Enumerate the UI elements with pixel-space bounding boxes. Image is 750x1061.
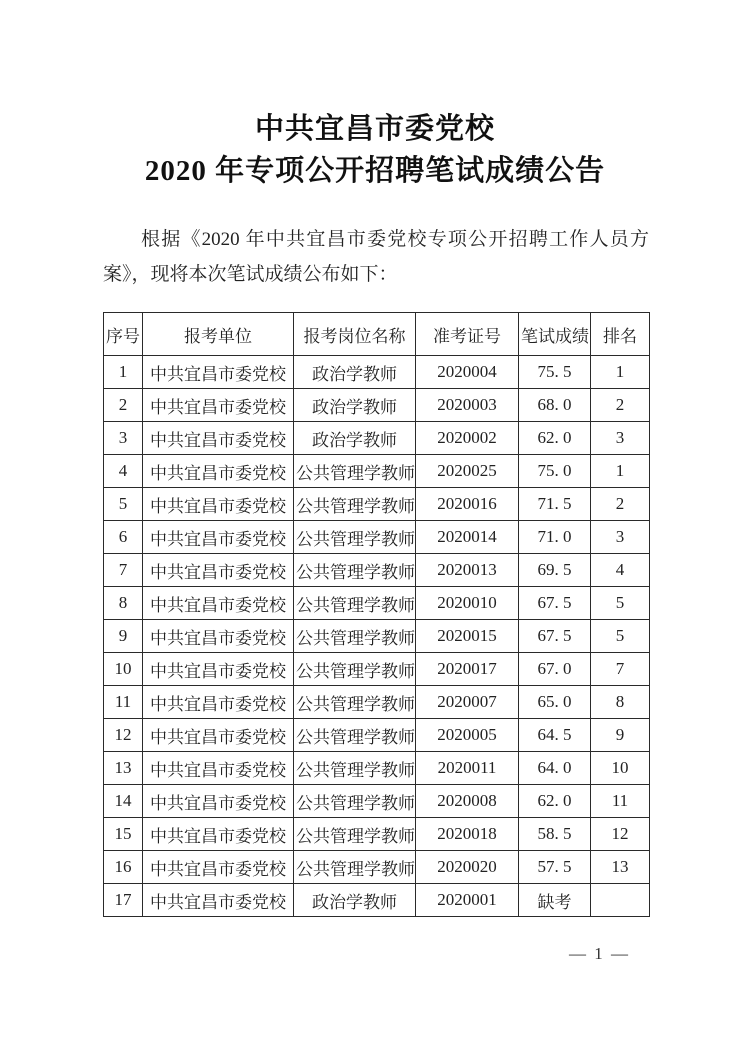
table-row bbox=[104, 620, 650, 653]
table-cell: 71. 0 bbox=[519, 521, 591, 554]
table-header-cell: 序号 bbox=[104, 313, 143, 356]
table-cell: 1 bbox=[104, 356, 143, 389]
table-cell: 13 bbox=[591, 851, 650, 884]
table-cell: 75. 0 bbox=[519, 455, 591, 488]
table-cell: 公共管理学教师 bbox=[294, 587, 416, 620]
table-cell: 中共宜昌市委党校 bbox=[143, 521, 294, 554]
table-cell: 65. 0 bbox=[519, 686, 591, 719]
table-cell: 中共宜昌市委党校 bbox=[143, 851, 294, 884]
table-cell: 政治学教师 bbox=[294, 422, 416, 455]
table-cell: 公共管理学教师 bbox=[294, 488, 416, 521]
score-table bbox=[103, 312, 650, 917]
table-cell: 中共宜昌市委党校 bbox=[143, 818, 294, 851]
table-cell: 1 bbox=[591, 455, 650, 488]
table-cell: 2020018 bbox=[416, 818, 519, 851]
table-cell: 67. 5 bbox=[519, 620, 591, 653]
table-cell: 16 bbox=[104, 851, 143, 884]
table-cell: 8 bbox=[104, 587, 143, 620]
table-cell: 62. 0 bbox=[519, 422, 591, 455]
table-cell: 3 bbox=[104, 422, 143, 455]
document-title-line2: 2020 年专项公开招聘笔试成绩公告 bbox=[144, 155, 606, 187]
table-cell: 公共管理学教师 bbox=[294, 851, 416, 884]
table-cell: 5 bbox=[591, 620, 650, 653]
table-cell: 68. 0 bbox=[519, 389, 591, 422]
table-cell: 64. 0 bbox=[519, 752, 591, 785]
table-cell: 4 bbox=[591, 554, 650, 587]
table-cell: 中共宜昌市委党校 bbox=[143, 488, 294, 521]
table-cell: 2020025 bbox=[416, 455, 519, 488]
table-row bbox=[104, 455, 650, 488]
table-cell: 2020003 bbox=[416, 389, 519, 422]
table-cell: 公共管理学教师 bbox=[294, 521, 416, 554]
table-cell: 中共宜昌市委党校 bbox=[143, 719, 294, 752]
table-cell: 2020017 bbox=[416, 653, 519, 686]
table-cell bbox=[591, 884, 650, 917]
table-cell: 中共宜昌市委党校 bbox=[143, 587, 294, 620]
table-cell: 8 bbox=[591, 686, 650, 719]
table-cell: 中共宜昌市委党校 bbox=[143, 686, 294, 719]
table-cell: 5 bbox=[104, 488, 143, 521]
table-cell: 中共宜昌市委党校 bbox=[143, 653, 294, 686]
table-row bbox=[104, 389, 650, 422]
table-cell: 71. 5 bbox=[519, 488, 591, 521]
table-row bbox=[104, 785, 650, 818]
score-table-body bbox=[104, 356, 650, 917]
table-header-cell: 笔试成绩 bbox=[519, 313, 591, 356]
table-row bbox=[104, 488, 650, 521]
table-cell: 2 bbox=[104, 389, 143, 422]
table-cell: 2020015 bbox=[416, 620, 519, 653]
table-row bbox=[104, 818, 650, 851]
table-cell: 10 bbox=[104, 653, 143, 686]
intro-paragraph: 根据《2020 年中共宜昌市委党校专项公开招聘工作人员方案》，现将本次笔试成绩公布如下： bbox=[103, 229, 649, 285]
table-cell: 6 bbox=[104, 521, 143, 554]
table-cell: 12 bbox=[591, 818, 650, 851]
table-cell: 2020014 bbox=[416, 521, 519, 554]
table-row bbox=[104, 653, 650, 686]
table-header-cell: 准考证号 bbox=[416, 313, 519, 356]
table-cell: 11 bbox=[104, 686, 143, 719]
table-cell: 2020004 bbox=[416, 356, 519, 389]
table-cell: 政治学教师 bbox=[294, 884, 416, 917]
table-cell: 3 bbox=[591, 521, 650, 554]
table-cell: 2020016 bbox=[416, 488, 519, 521]
table-cell: 中共宜昌市委党校 bbox=[143, 884, 294, 917]
table-cell: 公共管理学教师 bbox=[294, 455, 416, 488]
table-row bbox=[104, 587, 650, 620]
table-cell: 67. 5 bbox=[519, 587, 591, 620]
table-cell: 缺考 bbox=[519, 884, 591, 917]
table-row bbox=[104, 752, 650, 785]
table-cell: 58. 5 bbox=[519, 818, 591, 851]
table-header-cell: 排名 bbox=[591, 313, 650, 356]
table-cell: 1 bbox=[591, 356, 650, 389]
table-cell: 2020020 bbox=[416, 851, 519, 884]
table-cell: 公共管理学教师 bbox=[294, 785, 416, 818]
table-cell: 13 bbox=[104, 752, 143, 785]
page-number: — 1 — bbox=[569, 944, 630, 963]
table-cell: 12 bbox=[104, 719, 143, 752]
table-row bbox=[104, 356, 650, 389]
table-cell: 9 bbox=[591, 719, 650, 752]
document-title bbox=[0, 108, 750, 192]
table-cell: 69. 5 bbox=[519, 554, 591, 587]
table-cell: 2020002 bbox=[416, 422, 519, 455]
table-cell: 2 bbox=[591, 488, 650, 521]
table-cell: 公共管理学教师 bbox=[294, 653, 416, 686]
table-cell: 7 bbox=[104, 554, 143, 587]
table-cell: 62. 0 bbox=[519, 785, 591, 818]
table-cell: 64. 5 bbox=[519, 719, 591, 752]
table-cell: 2020010 bbox=[416, 587, 519, 620]
table-cell: 中共宜昌市委党校 bbox=[143, 455, 294, 488]
table-cell: 57. 5 bbox=[519, 851, 591, 884]
table-cell: 公共管理学教师 bbox=[294, 719, 416, 752]
table-cell: 2020011 bbox=[416, 752, 519, 785]
table-header-row bbox=[104, 313, 650, 356]
table-cell: 75. 5 bbox=[519, 356, 591, 389]
table-cell: 中共宜昌市委党校 bbox=[143, 554, 294, 587]
table-cell: 15 bbox=[104, 818, 143, 851]
table-cell: 中共宜昌市委党校 bbox=[143, 752, 294, 785]
table-cell: 5 bbox=[591, 587, 650, 620]
table-cell: 10 bbox=[591, 752, 650, 785]
table-cell: 4 bbox=[104, 455, 143, 488]
table-cell: 中共宜昌市委党校 bbox=[143, 785, 294, 818]
table-cell: 政治学教师 bbox=[294, 389, 416, 422]
table-cell: 17 bbox=[104, 884, 143, 917]
document-title-line1: 中共宜昌市委党校 bbox=[254, 113, 495, 145]
table-row bbox=[104, 719, 650, 752]
table-cell: 9 bbox=[104, 620, 143, 653]
table-header-cell: 报考单位 bbox=[143, 313, 294, 356]
table-cell: 11 bbox=[591, 785, 650, 818]
table-cell: 3 bbox=[591, 422, 650, 455]
table-cell: 公共管理学教师 bbox=[294, 818, 416, 851]
table-cell: 67. 0 bbox=[519, 653, 591, 686]
table-cell: 公共管理学教师 bbox=[294, 752, 416, 785]
table-cell: 中共宜昌市委党校 bbox=[143, 422, 294, 455]
table-cell: 公共管理学教师 bbox=[294, 620, 416, 653]
table-cell: 7 bbox=[591, 653, 650, 686]
table-row bbox=[104, 686, 650, 719]
table-cell: 2020001 bbox=[416, 884, 519, 917]
table-cell: 2020008 bbox=[416, 785, 519, 818]
table-row bbox=[104, 521, 650, 554]
table-cell: 中共宜昌市委党校 bbox=[143, 389, 294, 422]
table-row bbox=[104, 554, 650, 587]
table-cell: 2020007 bbox=[416, 686, 519, 719]
table-cell: 公共管理学教师 bbox=[294, 686, 416, 719]
table-row bbox=[104, 884, 650, 917]
table-row bbox=[104, 851, 650, 884]
table-header-cell: 报考岗位名称 bbox=[294, 313, 416, 356]
table-cell: 政治学教师 bbox=[294, 356, 416, 389]
table-cell: 中共宜昌市委党校 bbox=[143, 620, 294, 653]
table-row bbox=[104, 422, 650, 455]
table-cell: 2020005 bbox=[416, 719, 519, 752]
table-cell: 公共管理学教师 bbox=[294, 554, 416, 587]
table-cell: 中共宜昌市委党校 bbox=[143, 356, 294, 389]
table-cell: 2020013 bbox=[416, 554, 519, 587]
table-cell: 2 bbox=[591, 389, 650, 422]
table-cell: 14 bbox=[104, 785, 143, 818]
